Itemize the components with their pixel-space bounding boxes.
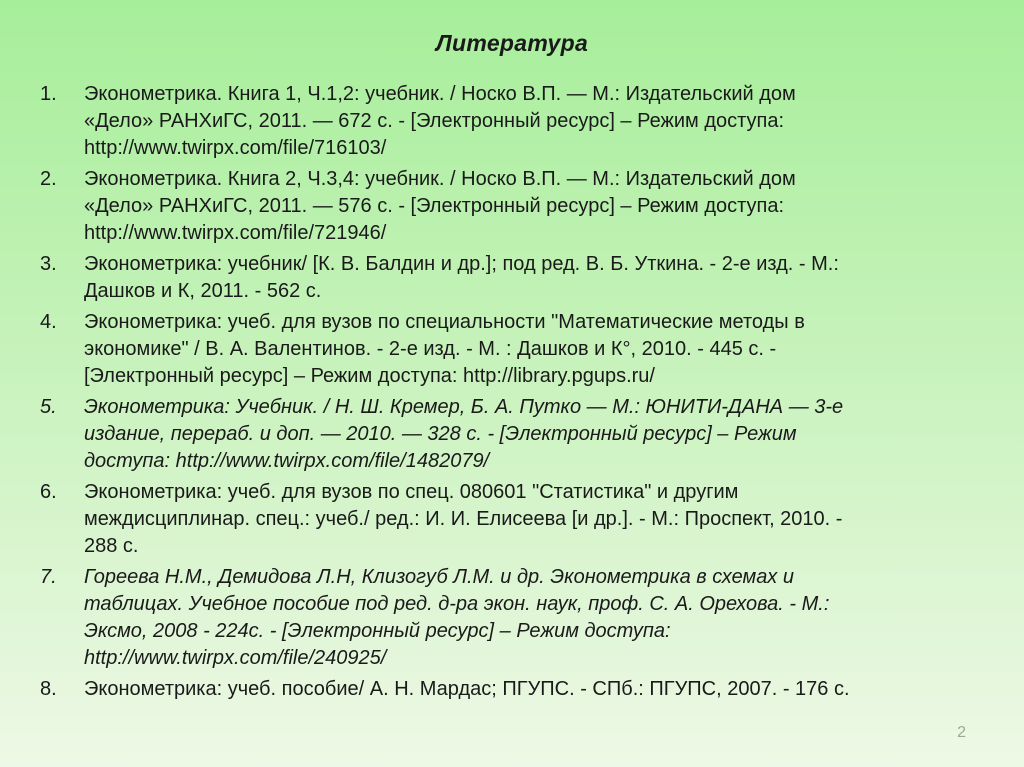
reference-line: Гореева Н.М., Демидова Л.Н, Клизогуб Л.М. и др. Эконометрика в схемах и [84,566,794,588]
reference-item [40,394,980,475]
reference-line: Дашков и К, 2011. - 562 с. [84,280,322,302]
reference-number: 8. [40,678,57,700]
reference-line: Эксмо, 2008 - 224с. - [Электронный ресурс] – Режим доступа: [84,620,671,642]
reference-line: Эконометрика: Учебник. / Н. Ш. Кремер, Б. А. Путко — М.: ЮНИТИ-ДАНА — 3-е [84,396,844,418]
reference-line: издание, перераб. и доп. — 2010. — 328 с. - [Электронный ресурс] – Режим [84,423,797,445]
reference-item [40,251,980,305]
reference-line: Эконометрика: учебник/ [К. В. Балдин и др.]; под ред. В. Б. Уткина. - 2-е изд. - М.: [84,253,839,275]
reference-line: 288 с. [84,535,139,557]
reference-link[interactable]: доступа: http://www.twirpx.com/file/1482079/ [84,450,490,472]
reference-number: 5. [40,396,57,418]
reference-line: Эконометрика. Книга 1, Ч.1,2: учебник. / Носко В.П. — М.: Издательский дом [84,83,796,105]
reference-line: Эконометрика. Книга 2, Ч.3,4: учебник. / Носко В.П. — М.: Издательский дом [84,168,796,190]
reference-item [40,676,980,703]
reference-link[interactable]: http://www.twirpx.com/file/721946/ [84,222,387,244]
reference-line: Эконометрика: учеб. пособие/ А. Н. Мардас; ПГУПС. - СПб.: ПГУПС, 2007. - 176 с. [84,678,850,700]
slide-title: Литература [435,30,589,56]
reference-line: «Дело» РАНХиГС, 2011. — 576 с. - [Электронный ресурс] – Режим доступа: [84,195,785,217]
reference-number: 4. [40,311,57,333]
reference-line: экономике" / В. А. Валентинов. - 2-е изд. - М. : Дашков и К°, 2010. - 445 с. - [84,338,777,360]
reference-item [40,166,980,247]
reference-number: 3. [40,253,57,275]
reference-line: таблицах. Учебное пособие под ред. д-ра экон. наук, проф. С. А. Орехова. - М.: [84,593,830,615]
reference-item [40,81,980,162]
reference-link[interactable]: http://www.twirpx.com/file/716103/ [84,137,387,159]
reference-line: «Дело» РАНХиГС, 2011. — 672 с. - [Электронный ресурс] – Режим доступа: [84,110,785,132]
reference-line: Эконометрика: учеб. для вузов по спец. 080601 "Статистика" и другим [84,481,739,503]
reference-list [40,81,980,707]
reference-link[interactable]: http://www.twirpx.com/file/240925/ [84,647,387,669]
reference-number: 6. [40,481,57,503]
reference-item [40,564,980,672]
reference-line: междисциплинар. спец.: учеб./ ред.: И. И. Елисеева [и др.]. - М.: Проспект, 2010. - [84,508,843,530]
reference-item [40,479,980,560]
reference-number: 7. [40,566,57,588]
reference-line: Эконометрика: учеб. для вузов по специальности "Математические методы в [84,311,805,333]
reference-number: 2. [40,168,57,190]
page-number: 2 [957,724,966,741]
reference-link[interactable]: [Электронный ресурс] – Режим доступа: http://library.pgups.ru/ [84,365,655,387]
reference-item [40,309,980,390]
reference-number: 1. [40,83,57,105]
